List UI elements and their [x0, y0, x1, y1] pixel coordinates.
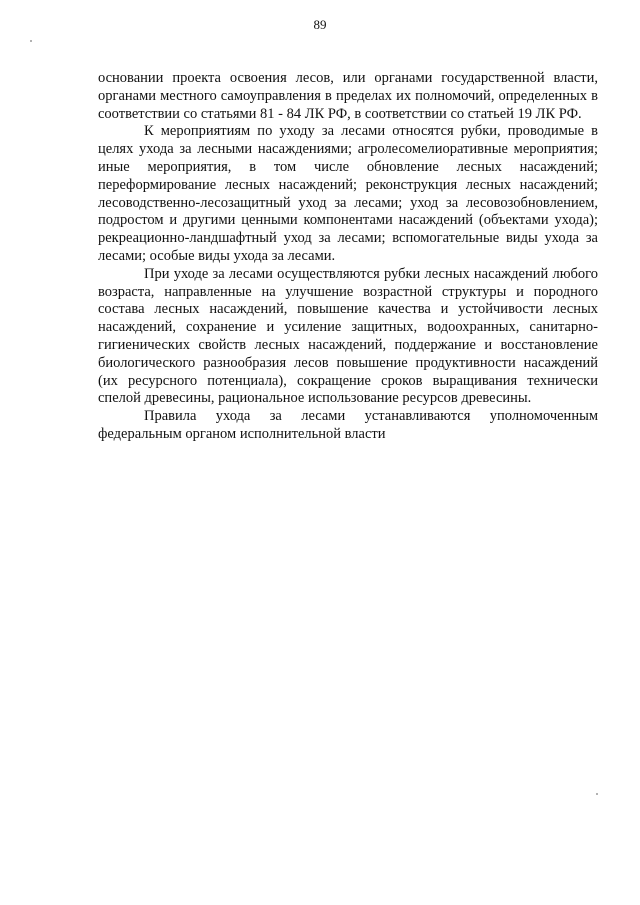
scan-speck	[30, 40, 32, 42]
document-body	[98, 70, 598, 444]
scan-speck	[596, 793, 598, 795]
paragraph-rules: Правила ухода за лесами устанавливаются уполномоченным федеральным органом исполнительной власти	[98, 408, 598, 442]
page-number: 89	[313, 17, 327, 32]
paragraph-continuation: основании проекта освоения лесов, или органами государственной власти, органами местного самоуправления в пределах их полномочий, определенных в соответствии со статьями 81 - 84 ЛК РФ, в соответствии со статьей 19 ЛК РФ.	[98, 70, 598, 122]
paragraph-felling: При уходе за лесами осуществляются рубки лесных насаждений любого возраста, направленные на улучшение возрастной структуры и породного состава лесных насаждений, повышение качества и устойчивости лесных насаждений, сохранение и усиление защитных, водоохранных, санитарно-гигиенических свойств лесных насаждений, поддержание и восстановление биологического разнообразия лесов повышение продуктивности насаждений (их ресурсного потенциала), сокращение сроков выращивания технически спелой древесины, рациональное использование ресурсов древесины.	[98, 265, 598, 407]
paragraph-care-measures: К мероприятиям по уходу за лесами относятся рубки, проводимые в целях ухода за лесными насаждениями; агролесомелиоративные мероприятия; иные мероприятия, в том числе обновление лесных насаждений; переформирование лесных насаждений; реконструкция лесных насаждений; лесоводственно-лесозащитный уход за лесами; уход за лесовозобновлением, подростом и другими ценными компонентами насаждений (объектами ухода); рекреационно-ландшафтный уход за лесами; вспомогательные виды ухода за лесами; особые виды ухода за лесами.	[98, 123, 598, 264]
